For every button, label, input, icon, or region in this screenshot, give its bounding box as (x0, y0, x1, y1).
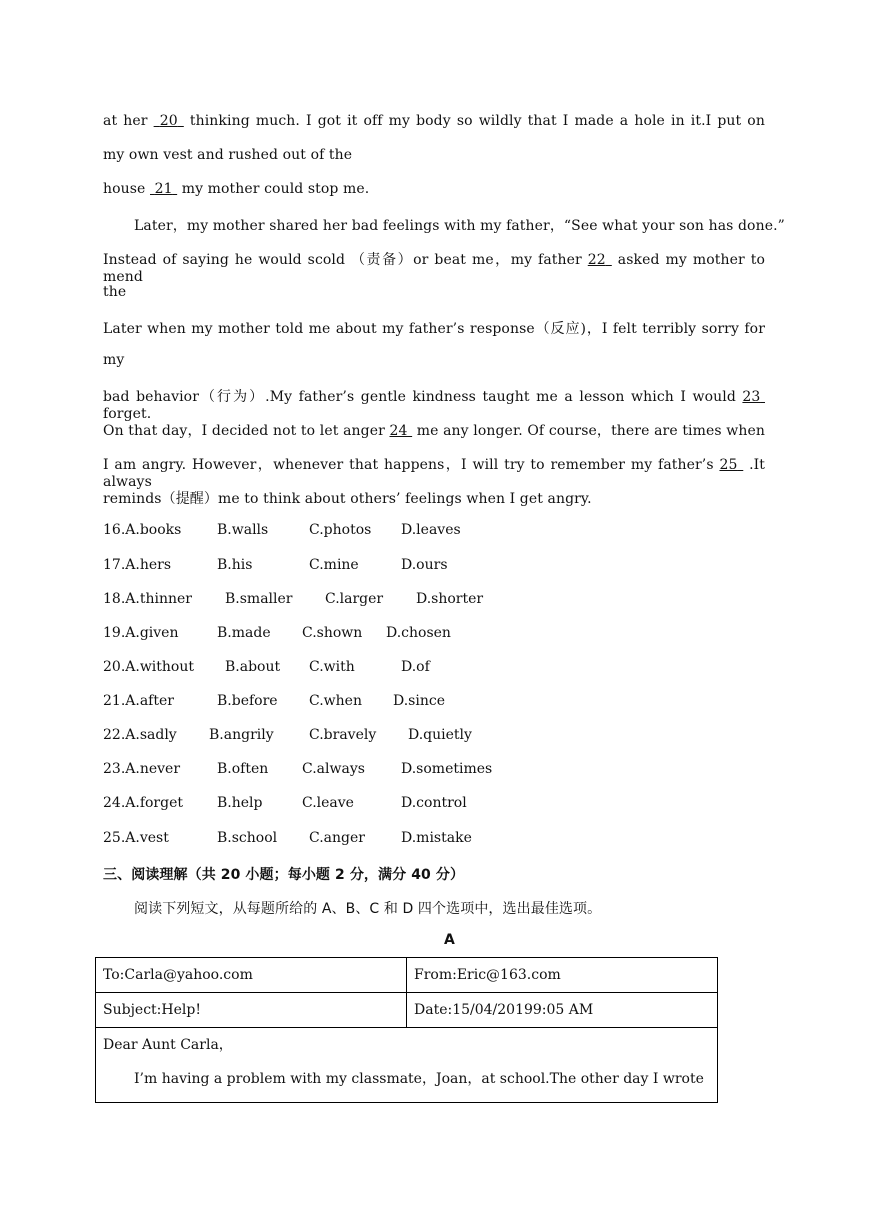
option-b: B.smaller (225, 591, 293, 607)
blank-22 (588, 252, 612, 268)
option-d: D.quietly (408, 727, 472, 743)
option-b: B.angrily (209, 727, 274, 743)
passage-line-8: my (103, 352, 125, 368)
passage-line-11 (103, 454, 765, 490)
passage-line-9 (103, 386, 765, 422)
text: bad behavior（行为）.My father’s gentle kindness taught me a lesson which I would (103, 389, 736, 405)
email-table (95, 957, 718, 1103)
option-d: D.leaves (401, 522, 461, 538)
text: forget. (103, 406, 152, 422)
email-body (96, 1028, 718, 1103)
option-a: 25.A.vest (103, 830, 169, 846)
option-a: 18.A.thinner (103, 591, 192, 607)
passage-line-4: Later，my mother shared her bad feelings with my father，“See what your son has done.” (134, 218, 785, 234)
option-d: D.sometimes (401, 761, 493, 777)
email-body-text: I’m having a problem with my classmate，Joan，at school.The other day I wrote (134, 1071, 704, 1087)
passage-line-6: the (103, 284, 127, 300)
option-c: C.with (309, 659, 355, 675)
option-c: C.when (309, 693, 362, 709)
email-meta-row (96, 993, 718, 1028)
blank-24 (390, 423, 413, 439)
email-body-row (96, 1028, 718, 1103)
blank-21 (150, 181, 177, 197)
email-subject: Subject:Help! (96, 993, 407, 1028)
text: asked my mother to mend (103, 252, 765, 285)
email-to: To:Carla@yahoo.com (96, 958, 407, 993)
option-b: B.walls (217, 522, 269, 538)
option-a: 17.A.hers (103, 557, 172, 573)
passage-line-7: Later when my mother told me about my father’s response（反应)，I felt terribly sorry for (103, 321, 765, 337)
option-d: D.mistake (401, 830, 472, 846)
text: house (103, 181, 146, 197)
option-d: D.of (401, 659, 430, 675)
blank-number: 20 (159, 113, 178, 129)
option-c: C.leave (302, 795, 354, 811)
passage-line-5 (103, 249, 765, 285)
email-greeting: Dear Aunt Carla， (103, 1037, 233, 1053)
option-b: B.made (217, 625, 271, 641)
text: On that day，I decided not to let anger (103, 423, 385, 439)
option-d: D.control (401, 795, 467, 811)
option-c: C.mine (309, 557, 359, 573)
passage-line-2: my own vest and rushed out of the (103, 147, 353, 163)
blank-number: 25 (719, 457, 738, 473)
option-a: 20.A.without (103, 659, 194, 675)
email-date: Date:15/04/20199:05 AM (407, 993, 718, 1028)
blank-25 (719, 457, 743, 473)
blank-23 (742, 389, 765, 405)
option-d: D.since (393, 693, 445, 709)
text: me any longer. Of course，there are times when (416, 423, 765, 439)
passage-line-1 (103, 113, 765, 129)
option-a: 22.A.sadly (103, 727, 177, 743)
section-instruction: 阅读下列短文，从每题所给的 A、B、C 和 D 四个选项中，选出最佳选项。 (134, 901, 602, 917)
text: thinking much. I got it off my body so wildly that I made a hole in it.I put on (189, 113, 765, 129)
option-c: C.bravely (309, 727, 377, 743)
option-c: C.larger (325, 591, 384, 607)
blank-number: 24 (389, 423, 408, 439)
option-b: B.often (217, 761, 269, 777)
section-heading: 三、阅读理解（共 20 小题；每小题 2 分，满分 40 分） (103, 867, 465, 883)
text: I am angry. However，whenever that happens，I will try to remember my father’s (103, 457, 714, 473)
option-c: C.photos (309, 522, 372, 538)
passage-line-12: reminds（提醒）me to think about others’ feelings when I get angry. (103, 491, 592, 507)
option-c: C.anger (309, 830, 365, 846)
passage-line-3 (103, 181, 369, 197)
option-a: 23.A.never (103, 761, 181, 777)
option-a: 19.A.given (103, 625, 179, 641)
option-b: B.his (217, 557, 253, 573)
text: .It always (103, 457, 765, 490)
option-d: D.chosen (386, 625, 451, 641)
email-from: From:Eric@163.com (407, 958, 718, 993)
option-c: C.always (302, 761, 365, 777)
option-b: B.before (217, 693, 278, 709)
option-c: C.shown (302, 625, 363, 641)
text: Instead of saying he would scold （责备）or beat me，my father (103, 252, 582, 268)
text: my mother could stop me. (181, 181, 370, 197)
text: at her (103, 113, 148, 129)
option-b: B.school (217, 830, 278, 846)
option-b: B.help (217, 795, 263, 811)
option-b: B.about (225, 659, 281, 675)
blank-number: 21 (154, 181, 173, 197)
blank-number: 22 (587, 252, 606, 268)
passage-line-10 (103, 420, 765, 440)
option-d: D.ours (401, 557, 448, 573)
option-d: D.shorter (416, 591, 484, 607)
email-header-row (96, 958, 718, 993)
option-a: 21.A.after (103, 693, 174, 709)
option-a: 16.A.books (103, 522, 182, 538)
blank-number: 23 (742, 389, 761, 405)
passage-label: A (444, 932, 455, 948)
blank-20 (154, 113, 184, 129)
option-a: 24.A.forget (103, 795, 184, 811)
